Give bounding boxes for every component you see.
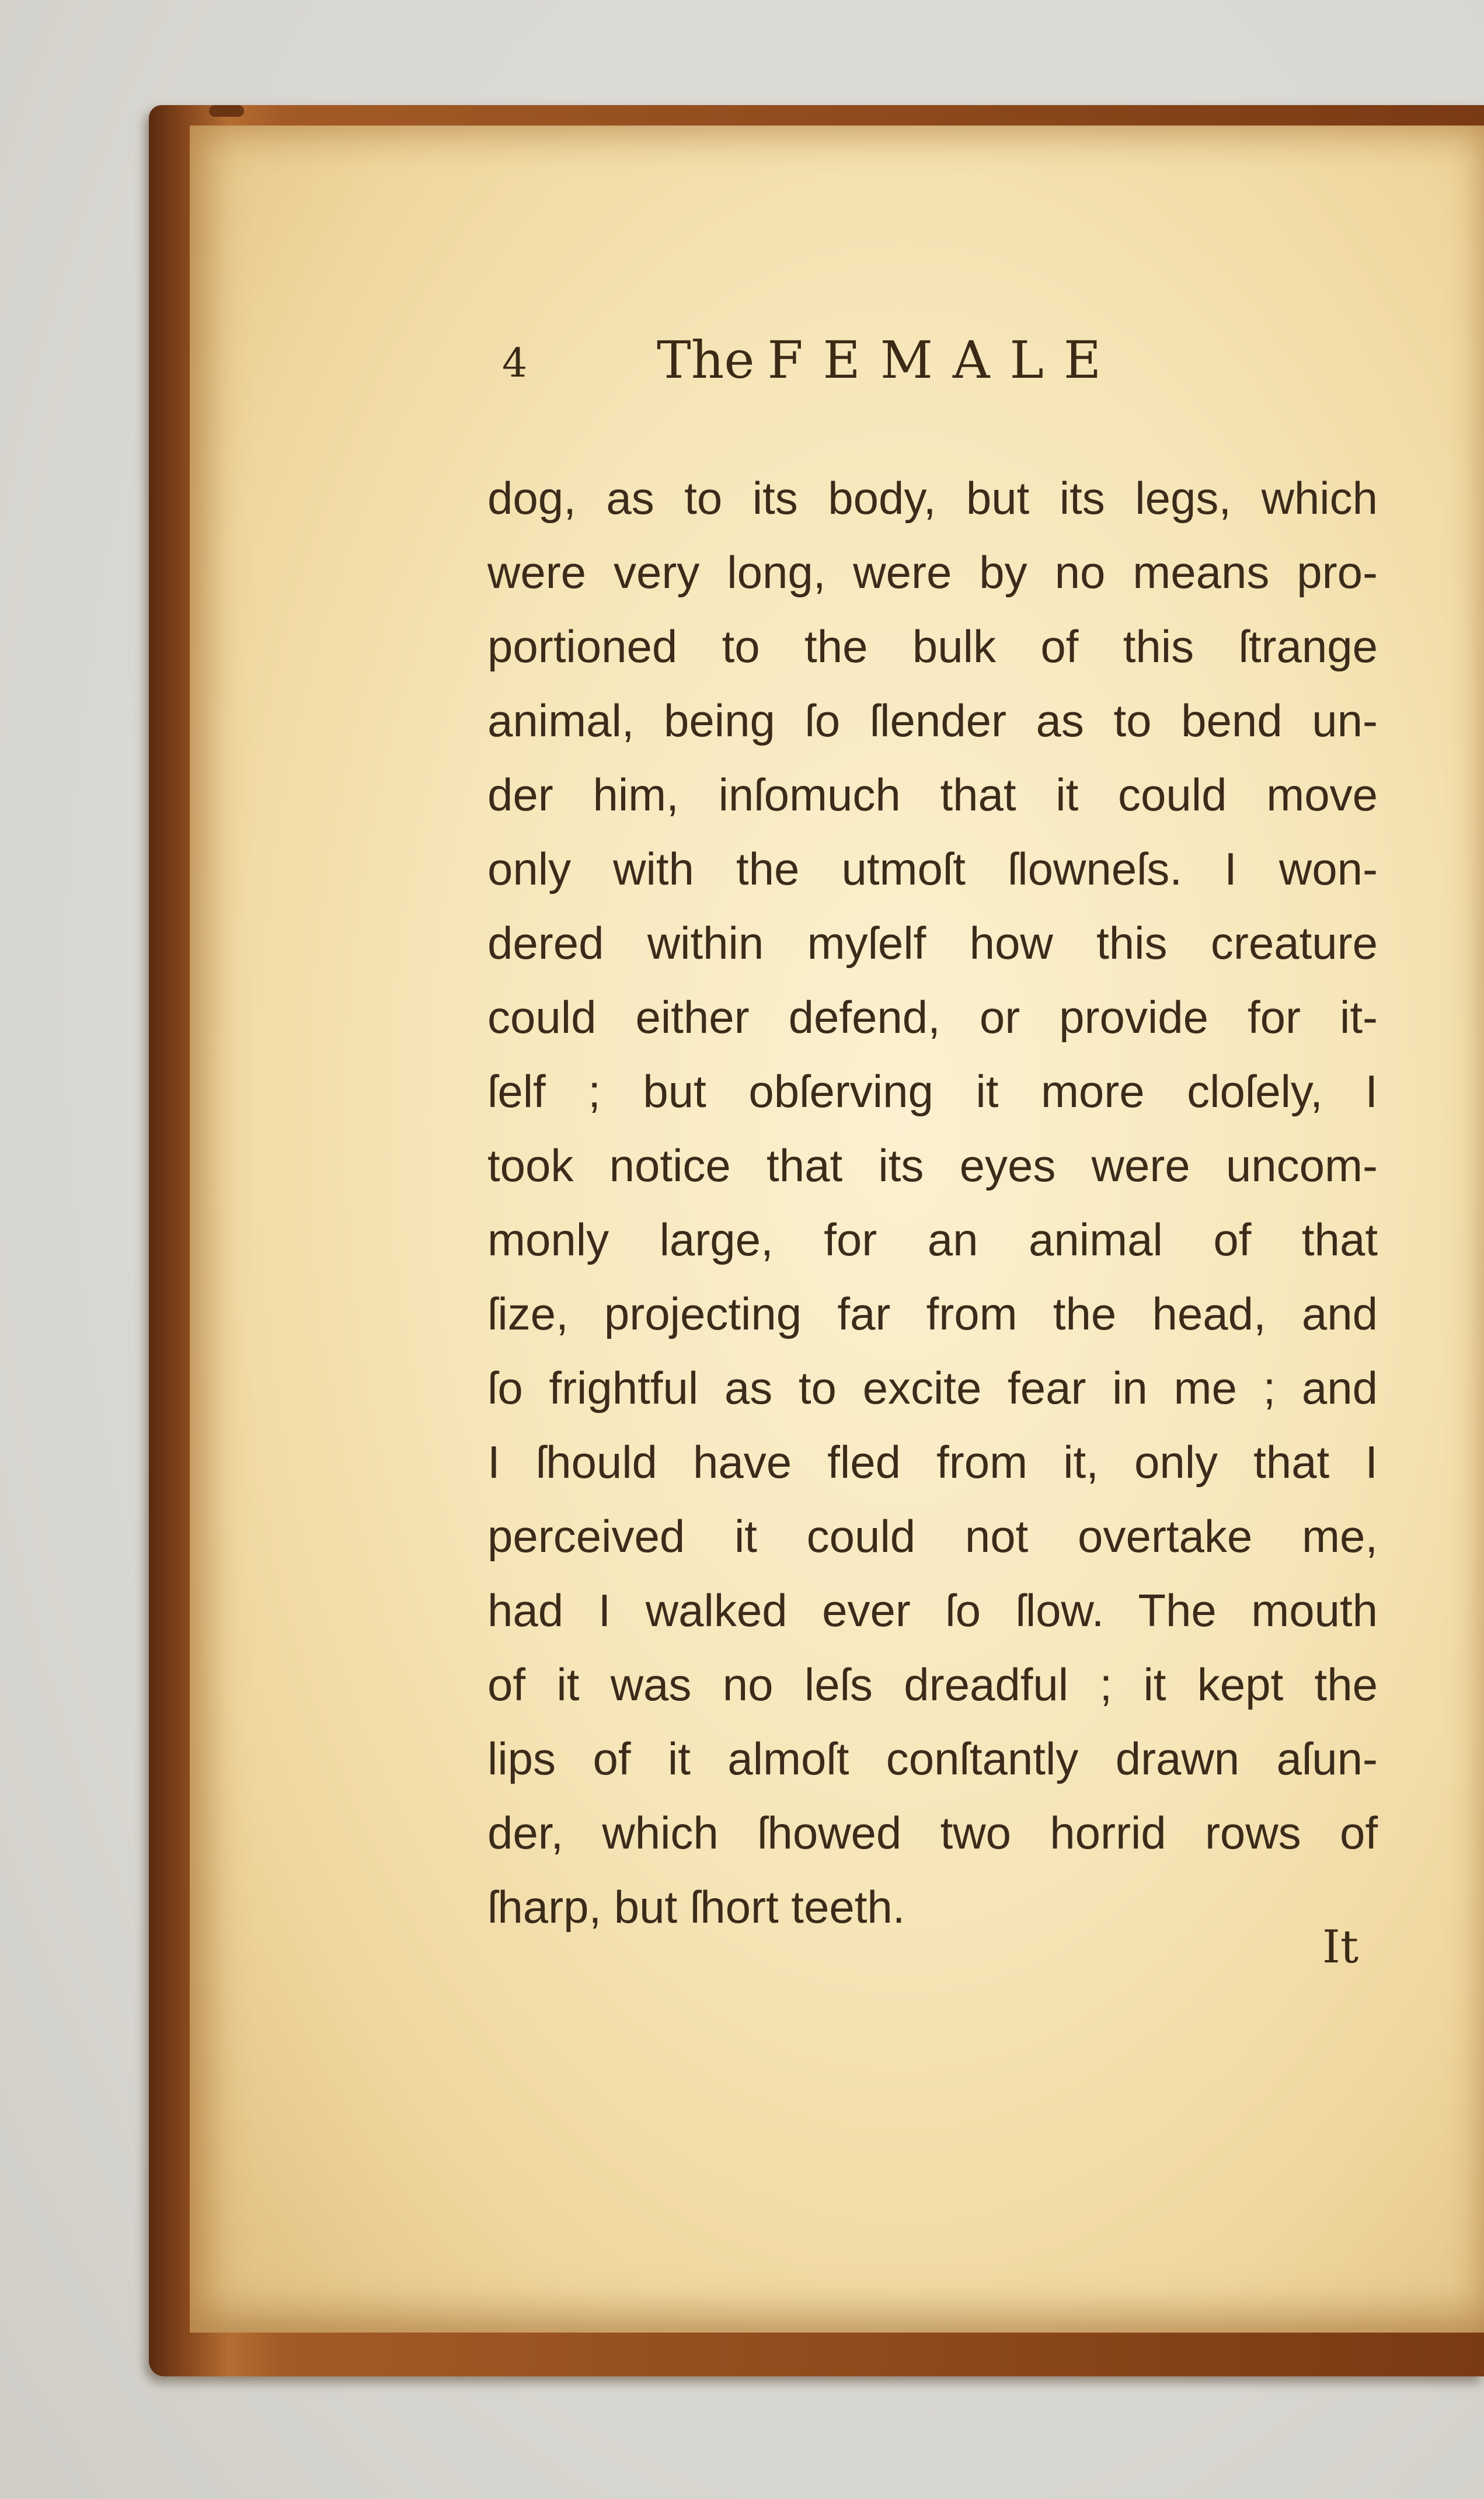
text-line: I ſhould have fled from it, only that I <box>487 1436 1378 1488</box>
text-line: had I walked ever ſo ſlow. The mouth <box>487 1585 1378 1636</box>
text-line: only with the utmoſt ſlowneſs. I won- <box>487 843 1378 895</box>
text-line: perceived it could not overtake me, <box>487 1510 1378 1562</box>
text-line: dered within myſelf how this creature <box>487 917 1378 969</box>
binding-edge <box>209 105 244 117</box>
running-head-prefix: The <box>657 330 755 390</box>
text-line: of it was no leſs dreadful ; it kept the <box>487 1659 1378 1710</box>
body-text <box>487 461 1378 1944</box>
text-line: dog, as to its body, but its legs, which <box>487 472 1378 524</box>
text-line: lips of it almoſt conſtantly drawn aſun- <box>487 1733 1378 1784</box>
text-line: der him, inſomuch that it could move <box>487 769 1378 820</box>
text-line: animal, being ſo ſlender as to bend un- <box>487 695 1378 746</box>
text-line: portioned to the bulk of this ſtrange <box>487 621 1378 672</box>
page-header <box>502 330 1203 406</box>
catchword: It <box>1322 1921 1359 1974</box>
text-line: could either defend, or provide for it- <box>487 991 1378 1043</box>
running-head <box>657 330 1121 390</box>
text-line: ſize, projecting far from the head, and <box>487 1288 1378 1339</box>
text-line: ſharp, but ſhort teeth. <box>487 1881 905 1933</box>
text-line: ſo frightful as to excite fear in me ; and <box>487 1362 1378 1414</box>
page-number: 4 <box>502 340 528 387</box>
text-line: were very long, were by no means pro- <box>487 547 1378 598</box>
running-head-title: FEMALE <box>767 330 1121 390</box>
text-line: took notice that its eyes were uncom- <box>487 1140 1378 1191</box>
text-line: monly large, for an animal of that <box>487 1214 1378 1265</box>
text-line: ſelf ; but obſerving it more cloſely, I <box>487 1066 1378 1117</box>
text-line: der, which ſhowed two horrid rows of <box>487 1807 1378 1858</box>
